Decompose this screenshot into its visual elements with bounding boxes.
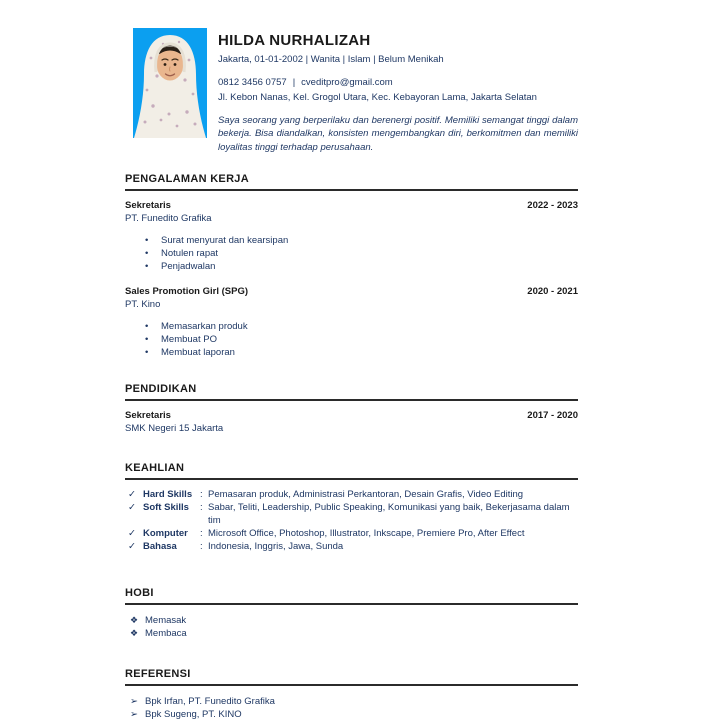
bullet-dot-icon: • xyxy=(145,234,149,246)
skill-value: Microsoft Office, Photoshop, Illustrator, Inkscape, Premiere Pro, After Effect xyxy=(208,527,525,539)
resume-content xyxy=(125,28,578,721)
company-name: PT. Kino xyxy=(125,298,161,310)
phone-number: 0812 3456 0757 xyxy=(218,77,287,89)
list-item xyxy=(125,234,578,247)
job-period: 2020 - 2021 xyxy=(527,285,578,297)
resume-header xyxy=(125,28,578,154)
section-references xyxy=(125,668,578,721)
references-list xyxy=(125,695,578,721)
bullet-dot-icon: • xyxy=(145,320,149,332)
section-title-references: REFERENSI xyxy=(125,667,191,680)
header-text-block xyxy=(218,28,578,154)
section-education xyxy=(125,383,578,434)
skill-colon: : xyxy=(200,488,203,500)
section-rule xyxy=(125,603,578,605)
job-duties-list xyxy=(125,320,578,359)
section-title-education: PENDIDIKAN xyxy=(125,382,197,395)
duty-text: Notulen rapat xyxy=(161,247,219,259)
education-entry xyxy=(125,410,578,434)
section-skills xyxy=(125,462,578,553)
hobby-text: Membaca xyxy=(145,627,187,639)
duty-text: Memasarkan produk xyxy=(161,320,248,332)
list-item xyxy=(125,708,578,721)
bullet-dot-icon: • xyxy=(145,346,149,358)
checkmark-icon: ✓ xyxy=(128,527,136,539)
arrow-bullet-icon: ➢ xyxy=(130,695,138,707)
hobbies-list xyxy=(125,614,578,640)
personal-details: Jakarta, 01-01-2002 | Wanita | Islam | Belum Menikah xyxy=(218,54,444,65)
list-item xyxy=(125,320,578,333)
checkmark-icon: ✓ xyxy=(128,540,136,552)
candidate-name: HILDA NURHALIZAH xyxy=(218,32,371,49)
section-rule xyxy=(125,189,578,191)
education-period: 2017 - 2020 xyxy=(527,409,578,421)
list-item xyxy=(125,260,578,273)
list-item xyxy=(125,247,578,260)
job-duties-list xyxy=(125,234,578,273)
company-name: PT. Funedito Grafika xyxy=(125,212,212,224)
section-rule xyxy=(125,684,578,686)
list-item xyxy=(125,333,578,346)
skill-row xyxy=(125,488,578,501)
school-name: SMK Negeri 15 Jakarta xyxy=(125,422,224,434)
email-address: cveditpro@gmail.com xyxy=(301,77,393,89)
skills-list xyxy=(125,488,578,553)
section-rule xyxy=(125,399,578,401)
duty-text: Membuat PO xyxy=(161,333,217,345)
skill-value: Sabar, Teliti, Leadership, Public Speaking, Komunikasi yang baik, Bekerjasama dalam tim xyxy=(208,501,570,526)
bullet-dot-icon: • xyxy=(145,260,149,272)
skill-label: Hard Skills xyxy=(143,488,193,500)
job-period: 2022 - 2023 xyxy=(527,199,578,211)
entry-header xyxy=(125,200,578,211)
duty-text: Penjadwalan xyxy=(161,260,216,272)
reference-text: Bpk Irfan, PT. Funedito Grafika xyxy=(145,695,275,707)
contact-line xyxy=(218,77,578,89)
skill-label: Bahasa xyxy=(143,540,177,552)
diamond-bullet-icon: ❖ xyxy=(130,627,139,638)
job-title: Sales Promotion Girl (SPG) xyxy=(125,285,248,297)
list-item xyxy=(125,695,578,708)
entry-header xyxy=(125,410,578,421)
hobby-text: Memasak xyxy=(145,614,187,626)
skill-colon: : xyxy=(200,527,203,539)
duty-text: Surat menyurat dan kearsipan xyxy=(161,234,289,246)
reference-text: Bpk Sugeng, PT. KINO xyxy=(145,708,242,720)
skill-label: Soft Skills xyxy=(143,501,189,513)
profile-summary: Saya seorang yang berperilaku dan berenergi positif. Memiliki semangat tinggi dalam bekerja. Bisa diandalkan, konsisten mengembangkan diri, berkomitmen dan memiliki loyalitas tinggi terhadap perusahaan. xyxy=(218,115,578,153)
checkmark-icon: ✓ xyxy=(128,488,136,500)
experience-entry xyxy=(125,200,578,273)
experience-entry xyxy=(125,286,578,359)
address-line: Jl. Kebon Nanas, Kel. Grogol Utara, Kec. Kebayoran Lama, Jakarta Selatan xyxy=(218,91,537,103)
job-title: Sekretaris xyxy=(125,199,171,211)
skill-value: Pemasaran produk, Administrasi Perkantoran, Desain Grafis, Video Editing xyxy=(208,488,524,500)
profile-photo xyxy=(133,28,207,138)
skill-colon: : xyxy=(200,501,203,513)
section-title-skills: KEAHLIAN xyxy=(125,461,185,474)
section-title-hobbies: HOBI xyxy=(125,586,154,599)
list-item xyxy=(125,627,578,640)
bullet-dot-icon: • xyxy=(145,247,149,259)
list-item xyxy=(125,346,578,359)
contact-separator: | xyxy=(292,77,296,89)
entry-header xyxy=(125,286,578,297)
skill-row xyxy=(125,540,578,553)
degree-title: Sekretaris xyxy=(125,409,171,421)
list-item xyxy=(125,614,578,627)
skill-row xyxy=(125,501,578,527)
section-title-experience: PENGALAMAN KERJA xyxy=(125,172,249,185)
bullet-dot-icon: • xyxy=(145,333,149,345)
duty-text: Membuat laporan xyxy=(161,346,235,358)
section-experience xyxy=(125,173,578,359)
section-rule xyxy=(125,478,578,480)
skill-label: Komputer xyxy=(143,527,188,539)
checkmark-icon: ✓ xyxy=(128,501,136,513)
skill-value: Indonesia, Inggris, Jawa, Sunda xyxy=(208,540,344,552)
skill-colon: : xyxy=(200,540,203,552)
section-hobbies xyxy=(125,587,578,640)
arrow-bullet-icon: ➢ xyxy=(130,708,138,720)
skill-row xyxy=(125,527,578,540)
diamond-bullet-icon: ❖ xyxy=(130,614,139,625)
profile-photo-illustration xyxy=(133,28,207,138)
